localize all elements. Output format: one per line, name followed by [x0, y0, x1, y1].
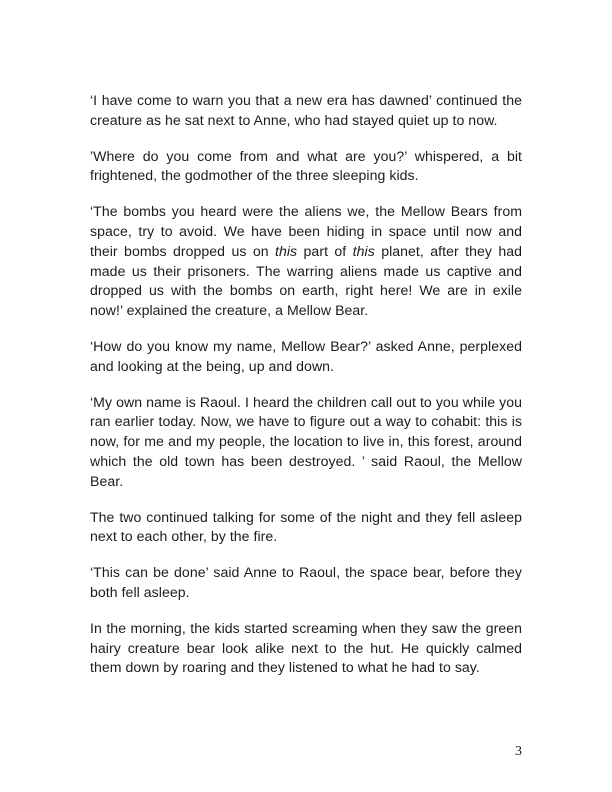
text-run: part of: [297, 242, 353, 259]
emphasized-text: this: [275, 242, 298, 259]
paragraph: [90, 393, 522, 492]
paragraph: [90, 147, 522, 187]
text-run: The two continued talking for some of the night and they fell asleep next to each other, by the fire.: [90, 508, 522, 545]
text-run: ‘This can be done’ said Anne to Raoul, the space bear, before they both fell asleep.: [90, 564, 522, 600]
paragraph: [90, 91, 522, 131]
text-run: planet, after they had made us their prisoners. The warring aliens made us captive and dropped us with the bombs on earth, right here! We are in exile now!’ explained the creature, a Mellow Bear.: [90, 242, 522, 319]
page-number: 3: [515, 744, 522, 759]
paragraph: [90, 619, 522, 678]
text-run: In the morning, the kids started screaming when they saw the green hairy creature bear look alike next to the hut. He quickly calmed them down by roaring and they listened to what he had to say.: [90, 619, 522, 676]
text-run: ‘The bombs you heard were the aliens we, the Mellow Bears from space, try to avoid. We have been hiding in space until now and their bombs dropped us on: [90, 203, 522, 259]
emphasized-text: this: [352, 242, 375, 259]
paragraph: [90, 337, 522, 377]
paragraph: [90, 563, 522, 603]
page-body: [90, 91, 522, 694]
paragraph: [90, 508, 522, 548]
paragraph: [90, 202, 522, 321]
text-run: ‘How do you know my name, Mellow Bear?’ asked Anne, perplexed and looking at the being, up and down.: [90, 337, 522, 374]
text-run: ‘My own name is Raoul. I heard the children call out to you while you ran earlier today. Now, we have to figure out a way to cohabit: this is now, for me and my people, the location to live in, this forest, around which the old town has been destroyed. ’ said Raoul, the Mellow Bear.: [90, 393, 522, 489]
text-run: ‘I have come to warn you that a new era has dawned’ continued the creature as he sat next to Anne, who had stayed quiet up to now.: [90, 92, 522, 128]
text-run: ’Where do you come from and what are you?’ whispered, a bit frightened, the godmother of the three sleeping kids.: [90, 147, 522, 184]
